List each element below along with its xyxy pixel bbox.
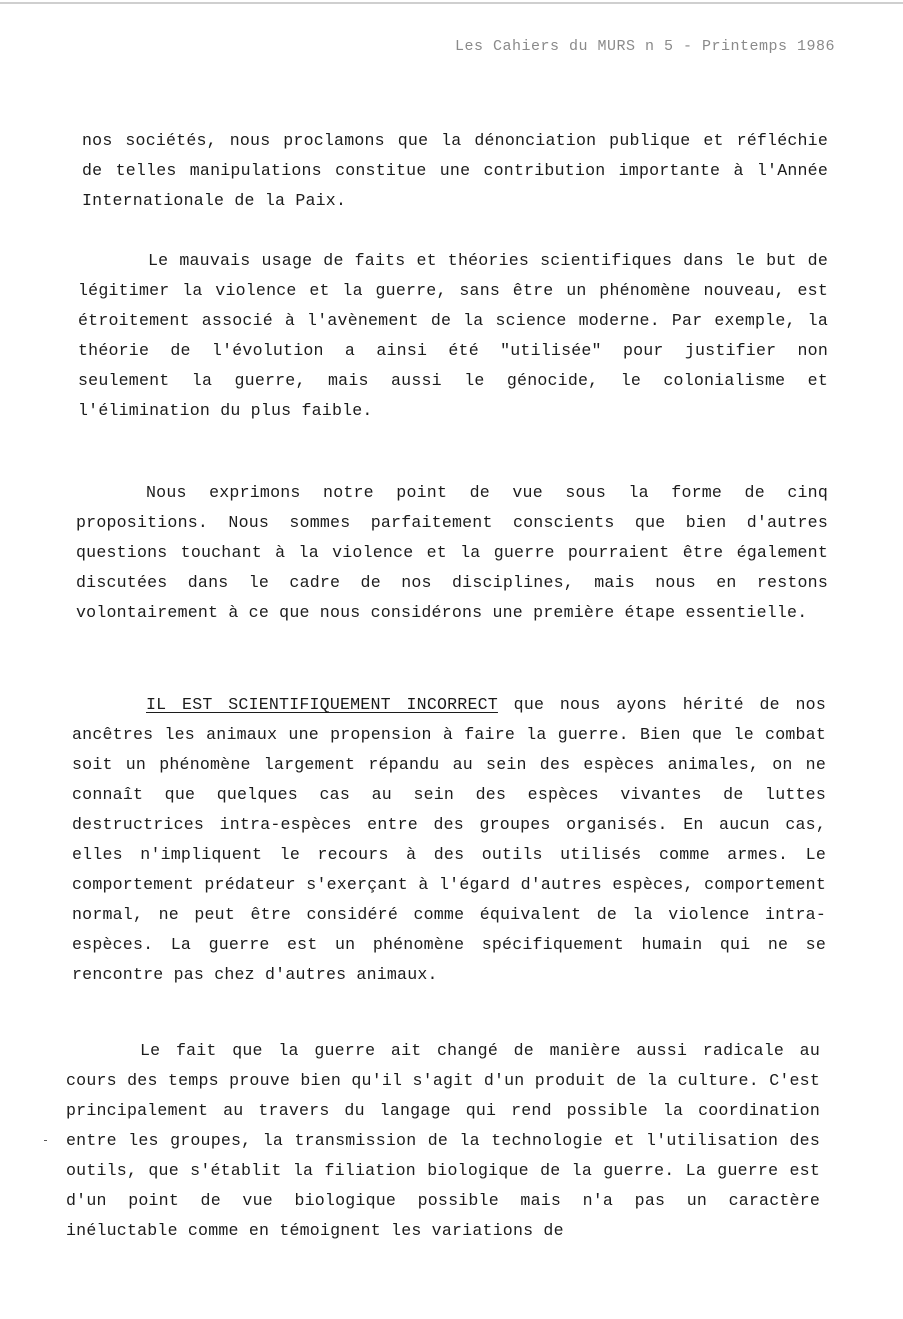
paragraph-continuation: [82, 126, 828, 216]
running-header: Les Cahiers du MURS n 5 - Printemps 1986: [454, 38, 835, 55]
proposition-heading: IL EST SCIENTIFIQUEMENT INCORRECT: [146, 695, 498, 714]
top-rule: [0, 2, 903, 4]
paragraph-text: Le mauvais usage de faits et théories scientifiques dans le but de légitimer la violence et la guerre, sans être un phénomène nouveau, est étroitement associé à l'avènement de la science moderne. Par exemple, la théorie de l'évolution a ainsi été "utilisée" pour justifier non seulement la guerre, mais aussi le génocide, le colonialisme et l'élimination du plus faible.: [78, 251, 828, 420]
paragraph-text: Nous exprimons notre point de vue sous la forme de cinq propositions. Nous sommes parfaitement conscients que bien d'autres questions touchant à la violence et la guerre pourraient être également discutées dans le cadre de nos disciplines, mais nous en restons volontairement à ce que nous considérons une première étape essentielle.: [76, 483, 828, 622]
paragraph-text: Le fait que la guerre ait changé de manière aussi radicale au cours des temps prouve bien qu'il s'agit d'un produit de la culture. C'est principalement au travers du langage qui rend possible la coordination entre les groupes, la transmission de la technologie et l'utilisation des outils, que s'établit la filiation biologique de la guerre. La guerre est d'un point de vue biologique possible mais n'a pas un caractère inéluctable comme en témoignent les variations de: [66, 1041, 820, 1240]
paragraph-science-misuse: [78, 246, 828, 426]
paragraph-culture: [66, 1036, 820, 1246]
scan-mark: [44, 1140, 47, 1141]
paragraph-text: que nous ayons hérité de nos ancêtres les animaux une propension à faire la guerre. Bien que le combat soit un phénomène largement répandu au sein des espèces animales, on ne connaît que quelques cas au sein des espèces vivantes de luttes destructrices intra-espèces entre des groupes organisés. En aucun cas, elles n'impliquent le recours à des outils utilisés comme armes. Le comportement prédateur s'exerçant à l'égard d'autres espèces, comportement normal, ne peut être considéré comme équivalent de la violence intra-espèces. La guerre est un phénomène spécifiquement humain qui ne se rencontre pas chez d'autres animaux.: [72, 695, 826, 984]
paragraph-text: nos sociétés, nous proclamons que la dénonciation publique et réfléchie de telles manipulations constitue une contribution importante à l'Année Internationale de la Paix.: [82, 131, 828, 210]
paragraph-five-propositions: [76, 478, 828, 628]
paragraph-proposition-one: [72, 690, 826, 990]
